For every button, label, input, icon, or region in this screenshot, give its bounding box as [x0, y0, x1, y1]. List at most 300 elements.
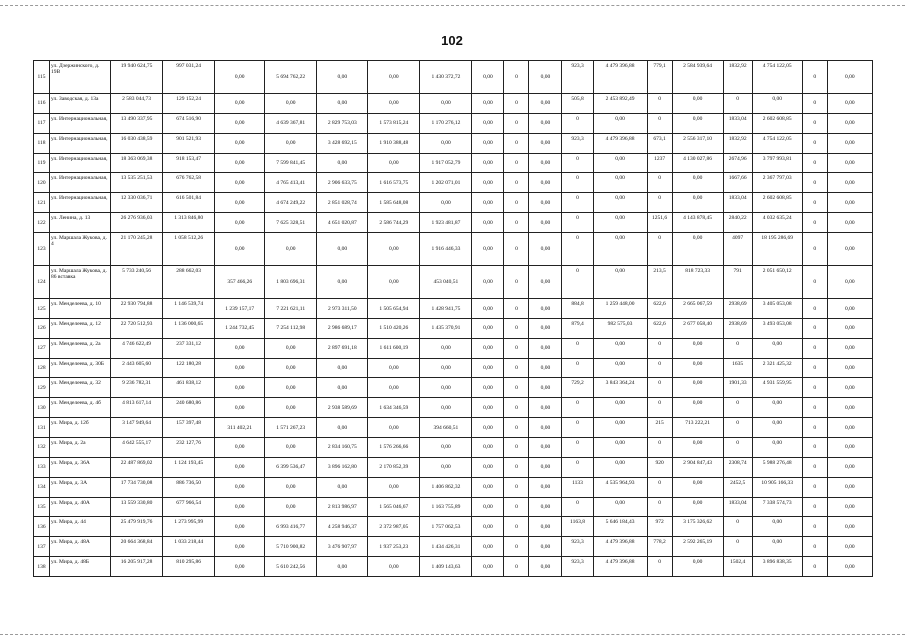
cell-col-14: 0 [647, 497, 672, 517]
cell-col-15: 4 143 878,45 [672, 213, 723, 233]
cell-col-4: 311 402,21 [215, 418, 265, 438]
cell-col-19: 0,00 [827, 457, 872, 477]
cell-col-16: 1832,92 [723, 61, 752, 94]
cell-col-17: 5 988 276,48 [752, 457, 802, 477]
cell-row-number: 127 [34, 338, 50, 358]
cell-col-7: 1 611 600,19 [368, 338, 420, 358]
cell-col-10: 0 [504, 153, 529, 173]
cell-col-6: 0,00 [317, 232, 368, 265]
table-row [34, 457, 873, 477]
cell-col-13: 4 479 396,88 [593, 133, 647, 153]
cell-col-5: 4 639 367,81 [265, 113, 317, 133]
cell-col-3: 616 501,84 [163, 193, 215, 213]
cell-col-11: 0,00 [529, 61, 562, 94]
cell-col-19: 0,00 [827, 537, 872, 557]
cell-col-11: 0,00 [529, 193, 562, 213]
cell-col-13: 0,00 [593, 213, 647, 233]
table-row [34, 378, 873, 398]
cell-col-12: 0 [562, 193, 593, 213]
cell-row-number: 136 [34, 517, 50, 537]
cell-col-8: 0,00 [420, 358, 472, 378]
scan-bottom-edge [0, 634, 905, 635]
cell-col-16: 0 [723, 398, 752, 418]
cell-col-12: 0 [562, 232, 593, 265]
cell-col-4: 0,00 [215, 517, 265, 537]
cell-col-10: 0 [504, 358, 529, 378]
cell-row-number: 122 [34, 213, 50, 233]
cell-col-17: 2 321 425,32 [752, 358, 802, 378]
cell-col-7: 2 372 987,05 [368, 517, 420, 537]
cell-col-5: 0,00 [265, 94, 317, 114]
cell-col-4: 0,00 [215, 94, 265, 114]
cell-col-13: 5 646 184,43 [593, 517, 647, 537]
cell-col-11: 0,00 [529, 457, 562, 477]
cell-col-8: 0,00 [420, 94, 472, 114]
cell-col-19: 0,00 [827, 266, 872, 299]
cell-total-cost: 3 147 949,64 [111, 418, 163, 438]
cell-col-4: 0,00 [215, 438, 265, 458]
cell-col-7: 0,00 [368, 378, 420, 398]
cell-col-16: 2840,22 [723, 213, 752, 233]
cell-col-3: 1 146 539,74 [163, 299, 215, 319]
cell-col-6: 0,00 [317, 557, 368, 577]
cell-col-18: 0 [802, 318, 827, 338]
cell-col-4: 0,00 [215, 113, 265, 133]
cell-col-4: 1 239 157,17 [215, 299, 265, 319]
cell-col-8: 0,00 [420, 193, 472, 213]
cell-col-18: 0 [802, 61, 827, 94]
cell-col-13: 0,00 [593, 398, 647, 418]
cell-address: ул. Мира, д. 12б [50, 418, 111, 438]
cell-col-7: 2 586 744,29 [368, 213, 420, 233]
table-row [34, 133, 873, 153]
cell-col-17: 3 405 053,08 [752, 299, 802, 319]
cell-col-6: 2 829 753,03 [317, 113, 368, 133]
cell-col-6: 2 834 160,75 [317, 438, 368, 458]
cell-col-15: 0,00 [672, 438, 723, 458]
cell-col-15: 0,00 [672, 232, 723, 265]
table-row [34, 438, 873, 458]
cell-col-10: 0 [504, 61, 529, 94]
cell-col-6: 2 851 028,74 [317, 193, 368, 213]
cell-col-5: 0,00 [265, 133, 317, 153]
cell-col-12: 0 [562, 438, 593, 458]
cell-col-14: 0 [647, 338, 672, 358]
cell-col-10: 0 [504, 173, 529, 193]
cell-address: ул. Интернациональная, [50, 193, 111, 213]
cell-col-14: 0 [647, 477, 672, 497]
cell-total-cost: 22 487 869,02 [111, 457, 163, 477]
cell-col-6: 0,00 [317, 153, 368, 173]
cell-col-8: 0,00 [420, 438, 472, 458]
cell-col-19: 0,00 [827, 438, 872, 458]
cell-col-11: 0,00 [529, 418, 562, 438]
table-row [34, 318, 873, 338]
cell-col-13: 982 575,03 [593, 318, 647, 338]
cell-col-4: 0,00 [215, 477, 265, 497]
cell-col-12: 729,2 [562, 378, 593, 398]
cell-row-number: 129 [34, 378, 50, 398]
cell-col-19: 0,00 [827, 113, 872, 133]
cell-address: ул. Менделеева, д. 30Б [50, 358, 111, 378]
cell-col-14: 0 [647, 378, 672, 398]
cell-col-8: 1 923 481,87 [420, 213, 472, 233]
cell-row-number: 135 [34, 497, 50, 517]
cell-col-16: 0 [723, 438, 752, 458]
cell-col-5: 5 710 900,82 [265, 537, 317, 557]
cell-col-18: 0 [802, 193, 827, 213]
cell-col-9: 0,00 [472, 299, 504, 319]
cell-col-12: 0 [562, 338, 593, 358]
cell-col-7: 2 170 852,39 [368, 457, 420, 477]
cell-col-10: 0 [504, 193, 529, 213]
cell-col-15: 0,00 [672, 338, 723, 358]
cell-total-cost: 16 205 917,28 [111, 557, 163, 577]
cell-total-cost: 2 583 044,73 [111, 94, 163, 114]
cell-col-7: 0,00 [368, 61, 420, 94]
cell-address: ул. Мира, д. 44 [50, 517, 111, 537]
cell-col-3: 1 124 193,45 [163, 457, 215, 477]
cell-col-11: 0,00 [529, 232, 562, 265]
cell-col-16: 0 [723, 537, 752, 557]
cell-row-number: 134 [34, 477, 50, 497]
cell-col-5: 0,00 [265, 398, 317, 418]
cell-total-cost: 5 733 240,56 [111, 266, 163, 299]
cell-col-8: 1 202 071,01 [420, 173, 472, 193]
cell-row-number: 123 [34, 232, 50, 265]
cell-total-cost: 9 236 782,31 [111, 378, 163, 398]
cell-address: ул. Маршала Жукова, д. 4 [50, 232, 111, 265]
table-row [34, 266, 873, 299]
cell-address: ул. Мира, д. 40А [50, 497, 111, 517]
cell-col-8: 1 434 426,31 [420, 537, 472, 557]
cell-col-12: 1133 [562, 477, 593, 497]
table-body [34, 61, 873, 577]
cell-col-6: 0,00 [317, 266, 368, 299]
cell-col-9: 0,00 [472, 173, 504, 193]
cell-col-4: 0,00 [215, 457, 265, 477]
cell-address: ул. Интернациональная, [50, 173, 111, 193]
cell-col-6: 0,00 [317, 94, 368, 114]
cell-col-3: 1 136 000,65 [163, 318, 215, 338]
cell-col-7: 0,00 [368, 557, 420, 577]
cell-col-7: 0,00 [368, 418, 420, 438]
cell-col-18: 0 [802, 517, 827, 537]
cell-col-4: 0,00 [215, 557, 265, 577]
cell-col-3: 240 680,86 [163, 398, 215, 418]
cell-col-10: 0 [504, 94, 529, 114]
cell-col-12: 0 [562, 398, 593, 418]
cell-col-16: 1833,04 [723, 113, 752, 133]
cell-col-10: 0 [504, 418, 529, 438]
cell-col-11: 0,00 [529, 537, 562, 557]
cell-col-4: 0,00 [215, 398, 265, 418]
cell-col-8: 1 409 143,63 [420, 557, 472, 577]
cell-col-14: 0 [647, 398, 672, 418]
table-row [34, 477, 873, 497]
cell-col-17: 0,00 [752, 418, 802, 438]
table-row [34, 358, 873, 378]
cell-col-4: 0,00 [215, 153, 265, 173]
cell-col-7: 1 565 046,67 [368, 497, 420, 517]
cell-col-18: 0 [802, 477, 827, 497]
cell-col-7: 1 573 815,24 [368, 113, 420, 133]
cell-col-18: 0 [802, 173, 827, 193]
cell-col-12: 0 [562, 213, 593, 233]
cell-col-7: 0,00 [368, 477, 420, 497]
table-row [34, 497, 873, 517]
cell-col-7: 0,00 [368, 358, 420, 378]
cell-col-10: 0 [504, 318, 529, 338]
cell-col-17: 3 493 053,08 [752, 318, 802, 338]
cell-col-4: 0,00 [215, 61, 265, 94]
cell-col-16: 2308,74 [723, 457, 752, 477]
cell-col-17: 4 754 122,05 [752, 133, 802, 153]
cell-col-15: 0,00 [672, 378, 723, 398]
cell-col-14: 0 [647, 557, 672, 577]
cell-col-10: 0 [504, 457, 529, 477]
table-row [34, 338, 873, 358]
cell-col-5: 7 221 621,11 [265, 299, 317, 319]
cell-col-5: 1 571 267,23 [265, 418, 317, 438]
cell-col-15: 2 677 058,40 [672, 318, 723, 338]
cell-col-11: 0,00 [529, 213, 562, 233]
cell-col-11: 0,00 [529, 338, 562, 358]
cell-col-15: 0,00 [672, 557, 723, 577]
cell-col-15: 4 130 027,86 [672, 153, 723, 173]
table-row [34, 557, 873, 577]
cell-total-cost: 17 734 730,08 [111, 477, 163, 497]
cell-row-number: 119 [34, 153, 50, 173]
cell-col-9: 0,00 [472, 213, 504, 233]
cell-col-6: 2 813 986,97 [317, 497, 368, 517]
cell-col-16: 2452,5 [723, 477, 752, 497]
cell-col-5: 0,00 [265, 438, 317, 458]
cell-col-19: 0,00 [827, 398, 872, 418]
cell-col-13: 0,00 [593, 358, 647, 378]
cell-col-15: 818 723,33 [672, 266, 723, 299]
cell-col-5: 0,00 [265, 497, 317, 517]
cell-col-19: 0,00 [827, 318, 872, 338]
cell-address: ул. Дзержинского, д. 19В [50, 61, 111, 94]
cell-col-19: 0,00 [827, 477, 872, 497]
scan-top-edge [0, 5, 905, 6]
cell-col-18: 0 [802, 232, 827, 265]
cell-total-cost: 13 559 330,80 [111, 497, 163, 517]
cell-col-13: 1 259 448,00 [593, 299, 647, 319]
cell-col-6: 2 986 689,17 [317, 318, 368, 338]
cell-col-10: 0 [504, 438, 529, 458]
cell-col-12: 0 [562, 418, 593, 438]
cell-col-9: 0,00 [472, 457, 504, 477]
cell-row-number: 116 [34, 94, 50, 114]
cell-col-19: 0,00 [827, 213, 872, 233]
cell-col-18: 0 [802, 398, 827, 418]
cell-row-number: 128 [34, 358, 50, 378]
cell-col-4: 0,00 [215, 133, 265, 153]
cell-col-6: 3 476 907,97 [317, 537, 368, 557]
cell-col-11: 0,00 [529, 133, 562, 153]
cell-col-12: 923,3 [562, 133, 593, 153]
cell-col-15: 0,00 [672, 94, 723, 114]
cell-col-16: 0 [723, 338, 752, 358]
cell-col-9: 0,00 [472, 358, 504, 378]
cell-col-5: 6 993 416,77 [265, 517, 317, 537]
cell-col-6: 2 938 589,69 [317, 398, 368, 418]
cell-col-9: 0,00 [472, 497, 504, 517]
cell-col-16: 1901,33 [723, 378, 752, 398]
cell-col-8: 0,00 [420, 378, 472, 398]
cell-col-3: 1 058 512,26 [163, 232, 215, 265]
cell-col-3: 122 180,28 [163, 358, 215, 378]
table-row [34, 94, 873, 114]
cell-col-6: 4 258 946,37 [317, 517, 368, 537]
cell-col-17: 0,00 [752, 438, 802, 458]
cell-col-11: 0,00 [529, 398, 562, 418]
cell-col-17: 3 797 993,81 [752, 153, 802, 173]
cell-col-13: 4 479 396,88 [593, 537, 647, 557]
cell-col-19: 0,00 [827, 517, 872, 537]
cell-col-8: 1 428 941,75 [420, 299, 472, 319]
cell-total-cost: 26 276 936,03 [111, 213, 163, 233]
cell-col-16: 2938,69 [723, 318, 752, 338]
cell-col-4: 1 244 732,45 [215, 318, 265, 338]
cell-col-19: 0,00 [827, 358, 872, 378]
cell-col-18: 0 [802, 266, 827, 299]
cell-col-11: 0,00 [529, 557, 562, 577]
cell-col-8: 0,00 [420, 398, 472, 418]
cell-col-14: 0 [647, 113, 672, 133]
cell-row-number: 132 [34, 438, 50, 458]
cell-col-17: 3 896 838,35 [752, 557, 802, 577]
cell-col-5: 0,00 [265, 338, 317, 358]
cell-col-9: 0,00 [472, 517, 504, 537]
cell-col-18: 0 [802, 213, 827, 233]
cell-col-19: 0,00 [827, 557, 872, 577]
cell-col-6: 0,00 [317, 378, 368, 398]
cell-col-3: 1 033 218,44 [163, 537, 215, 557]
cell-col-10: 0 [504, 537, 529, 557]
cell-row-number: 137 [34, 537, 50, 557]
cell-address: ул. Мира, д. 48А [50, 537, 111, 557]
cell-row-number: 133 [34, 457, 50, 477]
table-row [34, 213, 873, 233]
cell-col-12: 0 [562, 497, 593, 517]
cell-col-9: 0,00 [472, 232, 504, 265]
cell-col-14: 0 [647, 358, 672, 378]
cell-col-3: 810 295,86 [163, 557, 215, 577]
cell-col-7: 1 576 266,66 [368, 438, 420, 458]
cell-col-5: 1 803 696,31 [265, 266, 317, 299]
cell-col-18: 0 [802, 497, 827, 517]
cell-col-16: 0 [723, 94, 752, 114]
cell-col-17: 4 754 122,05 [752, 61, 802, 94]
cell-col-9: 0,00 [472, 438, 504, 458]
cell-col-7: 0,00 [368, 153, 420, 173]
cell-col-9: 0,00 [472, 266, 504, 299]
cell-col-13: 0,00 [593, 418, 647, 438]
cell-col-15: 0,00 [672, 113, 723, 133]
cell-col-5: 5 694 762,22 [265, 61, 317, 94]
cell-col-10: 0 [504, 338, 529, 358]
cell-col-12: 505,8 [562, 94, 593, 114]
cell-col-6: 2 973 311,50 [317, 299, 368, 319]
cell-total-cost: 4 642 555,17 [111, 438, 163, 458]
cell-col-13: 4 535 964,93 [593, 477, 647, 497]
table-row [34, 418, 873, 438]
cell-col-13: 0,00 [593, 113, 647, 133]
table-row [34, 61, 873, 94]
cell-col-17: 4 032 635,24 [752, 213, 802, 233]
cell-col-3: 997 031,24 [163, 61, 215, 94]
cell-col-9: 0,00 [472, 318, 504, 338]
cell-col-17: 2 602 608,85 [752, 193, 802, 213]
cell-col-8: 0,00 [420, 457, 472, 477]
cell-col-15: 2 904 847,43 [672, 457, 723, 477]
cell-col-6: 2 897 691,18 [317, 338, 368, 358]
cell-col-4: 0,00 [215, 537, 265, 557]
cell-col-5: 7 599 841,45 [265, 153, 317, 173]
cell-col-8: 1 170 276,12 [420, 113, 472, 133]
cell-total-cost: 19 940 624,75 [111, 61, 163, 94]
cell-col-5: 0,00 [265, 232, 317, 265]
cell-col-14: 622,6 [647, 318, 672, 338]
cell-row-number: 138 [34, 557, 50, 577]
cell-col-14: 213,5 [647, 266, 672, 299]
cell-col-14: 920 [647, 457, 672, 477]
cell-col-12: 0 [562, 153, 593, 173]
cell-col-11: 0,00 [529, 477, 562, 497]
cell-col-9: 0,00 [472, 113, 504, 133]
cell-col-18: 0 [802, 418, 827, 438]
cell-col-18: 0 [802, 557, 827, 577]
cell-col-18: 0 [802, 113, 827, 133]
cell-col-12: 879,4 [562, 318, 593, 338]
cell-col-13: 0,00 [593, 438, 647, 458]
cell-col-14: 673,1 [647, 133, 672, 153]
cell-col-7: 1 510 420,26 [368, 318, 420, 338]
cell-col-6: 0,00 [317, 61, 368, 94]
cell-col-13: 3 843 364,24 [593, 378, 647, 398]
cell-col-9: 0,00 [472, 477, 504, 497]
cell-col-14: 1251,6 [647, 213, 672, 233]
cell-col-15: 2 665 067,59 [672, 299, 723, 319]
cell-col-4: 0,00 [215, 232, 265, 265]
cell-col-12: 0 [562, 173, 593, 193]
cell-col-18: 0 [802, 358, 827, 378]
cell-col-17: 0,00 [752, 517, 802, 537]
cell-row-number: 115 [34, 61, 50, 94]
cell-total-cost: 18 363 069,38 [111, 153, 163, 173]
cell-col-4: 0,00 [215, 497, 265, 517]
cell-col-7: 0,00 [368, 266, 420, 299]
cell-col-12: 923,3 [562, 557, 593, 577]
cell-col-10: 0 [504, 113, 529, 133]
cell-col-14: 779,1 [647, 61, 672, 94]
cell-total-cost: 4 746 622,49 [111, 338, 163, 358]
cell-col-13: 0,00 [593, 193, 647, 213]
cell-col-16: 1502,4 [723, 557, 752, 577]
cell-col-6: 3 428 692,15 [317, 133, 368, 153]
page-number: 102 [441, 33, 463, 48]
cell-address: ул. Мира, д. 3А [50, 477, 111, 497]
cell-col-14: 622,6 [647, 299, 672, 319]
cell-col-15: 0,00 [672, 358, 723, 378]
cell-col-3: 676 762,58 [163, 173, 215, 193]
cell-col-19: 0,00 [827, 61, 872, 94]
cell-col-10: 0 [504, 213, 529, 233]
cell-col-6: 2 906 633,75 [317, 173, 368, 193]
